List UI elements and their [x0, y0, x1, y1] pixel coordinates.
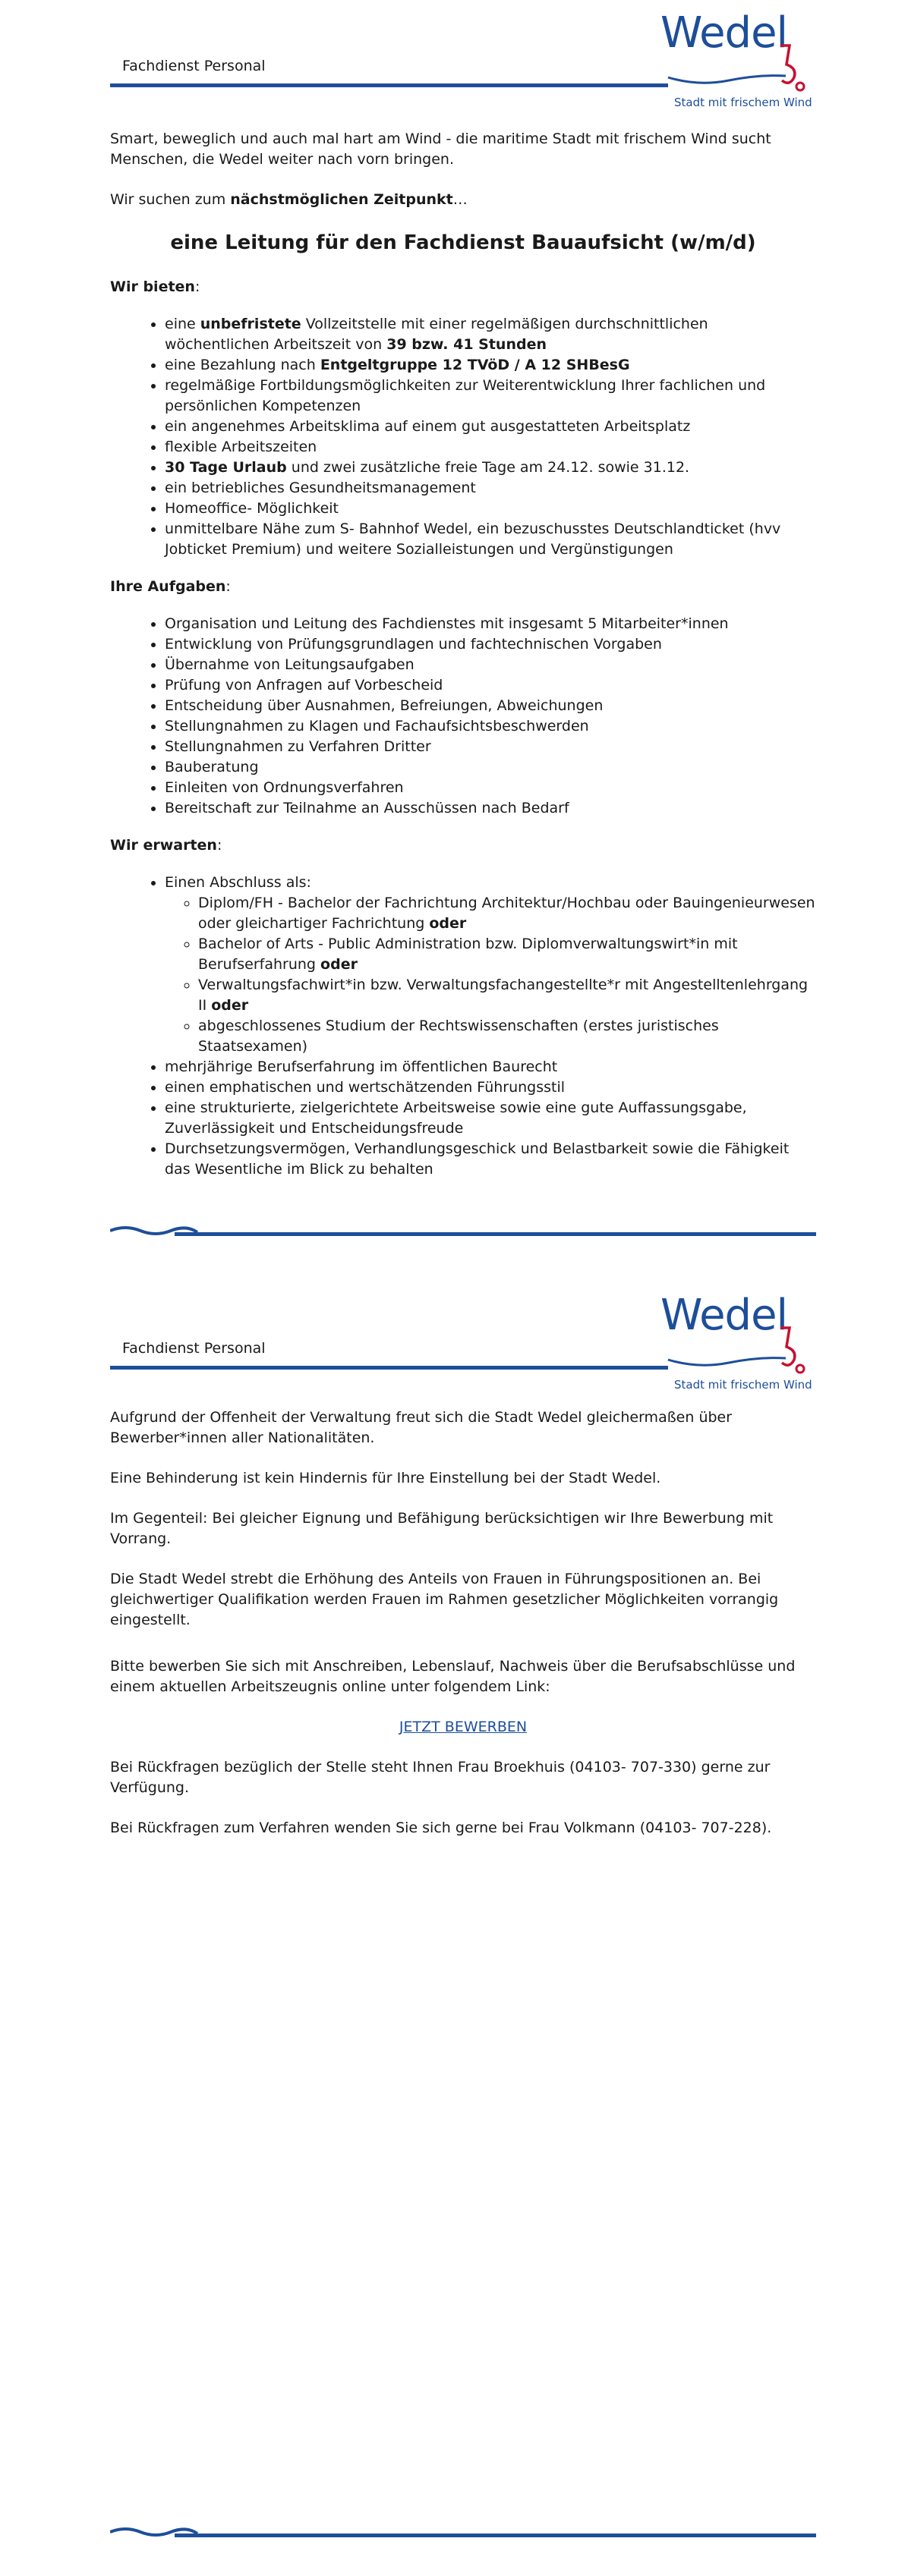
list-item: • mehrjährige Berufserfahrung im öffentlichen Baurecht: [165, 1057, 816, 1077]
degree-sublist: [165, 893, 816, 1057]
list-item: [165, 873, 816, 1057]
header-department-label: Fachdienst Personal: [122, 58, 266, 74]
paragraph: Die Stadt Wedel strebt die Erhöhung des Anteils von Frauen in Führungspositionen an. Bei gleichwertiger Qualifikation werden Frauen im Rahmen gesetzlicher Möglichkeiten vorrangig eingestellt.: [110, 1571, 779, 1628]
list-item: • Organisation und Leitung des Fachdienstes mit insgesamt 5 Mitarbeiter*innen: [165, 614, 816, 634]
list-item: • eine strukturierte, zielgerichtete Arbeitsweise sowie eine gute Auffassungsgabe, Zuverlässigkeit und Entscheidungsfreude: [165, 1098, 816, 1139]
logo-wordmark: Wedel: [660, 1291, 788, 1340]
paragraph: Aufgrund der Offenheit der Verwaltung freut sich die Stadt Wedel gleichermaßen über Bewerber*innen aller Nationalitäten.: [110, 1409, 733, 1446]
list-item: • einen emphatischen und wertschätzenden Führungsstil: [165, 1077, 816, 1098]
list-item: • Bauberatung: [165, 757, 816, 778]
offer-list: [110, 314, 816, 560]
search-prefix: Wir suchen zum: [110, 191, 231, 208]
intro-paragraph: Smart, beweglich und auch mal hart am Wind - die maritime Stadt mit frischem Wind sucht Menschen, die Wedel weiter nach vorn bringen.: [110, 131, 771, 168]
footer-wave-icon: [110, 2523, 816, 2546]
page1-content: [110, 129, 816, 1197]
list-item: • Prüfung von Anfragen auf Vorbescheid: [165, 675, 816, 696]
list-item: • flexible Arbeitszeiten: [165, 437, 816, 458]
job-title: eine Leitung für den Fachdienst Bauaufsicht (w/m/d): [170, 231, 756, 254]
search-suffix: …: [452, 191, 468, 208]
logo-wordmark: Wedel: [660, 8, 788, 58]
list-item: • ein betriebliches Gesundheitsmanagement: [165, 478, 816, 499]
apply-link-line: [110, 1717, 816, 1738]
wedel-logo: [653, 8, 816, 114]
tasks-list: [110, 614, 816, 819]
list-item: • Durchsetzungsvermögen, Verhandlungsgeschick und Belastbarkeit sowie die Fähigkeit das Wesentliche im Blick zu behalten: [165, 1139, 816, 1180]
list-item: • Bereitschaft zur Teilnahme an Ausschüssen nach Bedarf: [165, 798, 816, 819]
sub-list-item: ◦ Bachelor of Arts - Public Administration bzw. Diplomverwaltungswirt*in mit Berufserfahrung oder: [198, 934, 816, 975]
list-item: • eine Bezahlung nach Entgeltgruppe 12 TVöD / A 12 SHBesG: [165, 355, 816, 376]
list-item: • eine unbefristete Vollzeitstelle mit einer regelmäßigen durchschnittlichen wöchentlichen Arbeitszeit von 39 bzw. 41 Stunden: [165, 314, 816, 355]
paragraph: Eine Behinderung ist kein Hindernis für Ihre Einstellung bei der Stadt Wedel.: [110, 1470, 661, 1486]
logo-tagline: Stadt mit frischem Wind: [674, 96, 812, 109]
list-item: • Entscheidung über Ausnahmen, Befreiungen, Abweichungen: [165, 696, 816, 716]
search-line: [110, 190, 816, 210]
list-item: • Entwicklung von Prüfungsgrundlagen und fachtechnischen Vorgaben: [165, 634, 816, 655]
footer-wave-icon: [110, 1222, 816, 1244]
document-page-1: [0, 0, 911, 1282]
page-header: [110, 8, 816, 114]
list-item: • ein angenehmes Arbeitsklima auf einem gut ausgestatteten Arbeitsplatz: [165, 417, 816, 437]
tasks-heading: Ihre Aufgaben:: [110, 578, 231, 595]
search-date: nächstmöglichen Zeitpunkt: [230, 191, 453, 208]
paragraph: Im Gegenteil: Bei gleicher Eignung und Befähigung berücksichtigen wir Ihre Bewerbung mit Vorrang.: [110, 1510, 774, 1547]
list-item: • Einleiten von Ordnungsverfahren: [165, 778, 816, 798]
list-item: • 30 Tage Urlaub und zwei zusätzliche freie Tage am 24.12. sowie 31.12.: [165, 458, 816, 478]
page-header: [110, 1291, 816, 1396]
logo-tagline: Stadt mit frischem Wind: [674, 1378, 812, 1392]
sub-list-item: ◦ Verwaltungsfachwirt*in bzw. Verwaltungsfachangestellte*r mit Angestelltenlehrgang II oder: [198, 975, 816, 1016]
header-rule: [110, 1366, 668, 1370]
list-item: • regelmäßige Fortbildungsmöglichkeiten zur Weiterentwicklung Ihrer fachlichen und persönlichen Kompetenzen: [165, 376, 816, 417]
page2-content: [110, 1408, 816, 1858]
sub-list-item: ◦ Diplom/FH - Bachelor der Fachrichtung Architektur/Hochbau oder Bauingenieurwesen oder gleichartiger Fachrichtung oder: [198, 893, 816, 934]
list-item: • Stellungnahmen zu Verfahren Dritter: [165, 737, 816, 757]
apply-link[interactable]: JETZT BEWERBEN: [399, 1719, 528, 1735]
header-department-label: Fachdienst Personal: [122, 1340, 266, 1357]
wedel-logo: [653, 1291, 816, 1396]
sub-list-item: ◦ abgeschlossenes Studium der Rechtswissenschaften (erstes juristisches Staatsexamen): [198, 1016, 816, 1057]
header-rule: [110, 83, 668, 87]
list-item: • Übernahme von Leitungsaufgaben: [165, 655, 816, 675]
list-item: • Homeoffice- Möglichkeit: [165, 499, 816, 519]
list-item: • unmittelbare Nähe zum S- Bahnhof Wedel, ein bezuschusstes Deutschlandticket (hvv Jobticket Premium) und weitere Sozialleistungen und Vergünstigungen: [165, 519, 816, 560]
paragraph: Bitte bewerben Sie sich mit Anschreiben, Lebenslauf, Nachweis über die Berufsabschlüsse und einem aktuellen Arbeitszeugnis online unter folgendem Link:: [110, 1658, 796, 1695]
contact-procedure: Bei Rückfragen zum Verfahren wenden Sie sich gerne bei Frau Volkmann (04103- 707-228).: [110, 1820, 772, 1836]
list-item: • Stellungnahmen zu Klagen und Fachaufsichtsbeschwerden: [165, 716, 816, 737]
degree-intro: Einen Abschluss als:: [165, 874, 311, 891]
contact-position: Bei Rückfragen bezüglich der Stelle steht Ihnen Frau Broekhuis (04103- 707-330) gerne zur Verfügung.: [110, 1759, 771, 1796]
expect-list: [110, 873, 816, 1180]
expect-heading: Wir erwarten:: [110, 837, 222, 854]
offer-heading: Wir bieten:: [110, 278, 200, 295]
document-page-2: [0, 1282, 911, 2576]
